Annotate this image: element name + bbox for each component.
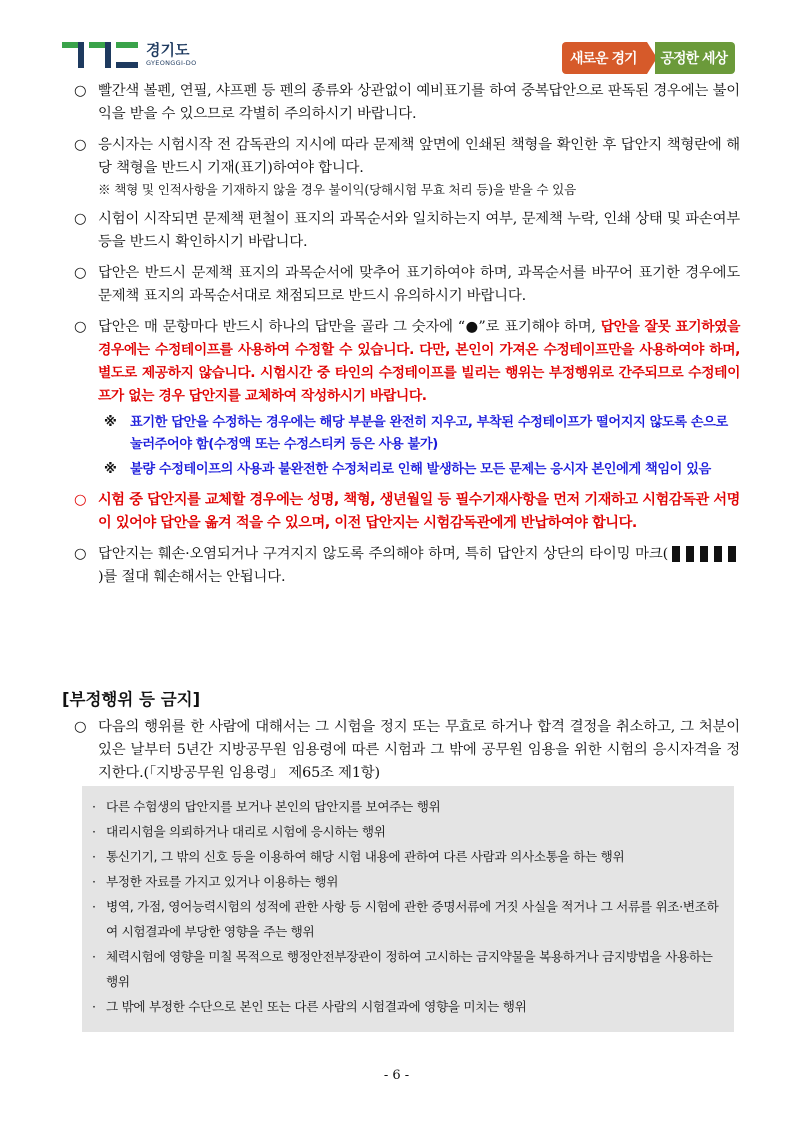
list-item-text: 대리시험을 의뢰하거나 대리로 시험에 응시하는 행위 [106, 824, 386, 839]
dot-icon: · [92, 849, 96, 864]
correction-subnote-2 [104, 459, 740, 481]
dot-icon: · [92, 799, 96, 814]
correction-tape-warning: 답안을 잘못 표기하였을 경우에는 수정테이프를 사용하여 수정할 수 있습니다. 다만, 본인이 가져온 수정테이프만을 사용하여야 하며, 별도로 제공하지 않습니다. 시험시간 중 타인의 수정테이프를 빌리는 행위는 부정행위로 간주되므로 수정테이프가 없는 경우 답안지를 교체하여 작성하시기 바랍니다. [98, 319, 740, 404]
notice-text: 시험이 시작되면 문제책 편철이 표지의 과목순서와 일치하는지 여부, 문제책 누락, 인쇄 상태 및 파손여부 등을 반드시 확인하시기 바랍니다. [98, 211, 740, 250]
notice-text: 응시자는 시험시작 전 감독관의 지시에 따라 문제책 앞면에 인쇄된 책형을 확인한 후 답안지 책형란에 해당 책형을 반드시 기재(표기)하여야 합니다. [98, 137, 740, 176]
notice-item-4 [74, 262, 740, 308]
bullet-circle-icon: ○ [74, 492, 87, 508]
notice-item-7 [74, 543, 740, 589]
list-item [92, 894, 722, 944]
notice-item-6 [74, 489, 740, 535]
bullet-circle-icon: ○ [74, 719, 87, 735]
notice-text: 답안은 매 문항마다 반드시 하나의 답만을 골라 그 숫자에 “●”로 표기해야 하며, [98, 319, 596, 335]
notice-item-3 [74, 208, 740, 254]
notice-item-2 [74, 134, 740, 200]
bullet-circle-icon: ○ [74, 137, 87, 153]
logo-korean-text: 경기도 [146, 41, 190, 60]
dot-icon: · [92, 999, 96, 1014]
note-mark: ※ [104, 462, 117, 477]
notice-note: ※ 책형 및 인적사항을 기재하지 않을 경우 불이익(당해시험 무효 처리 등)을 받을 수 있음 [98, 182, 577, 197]
notice-text: 답안은 반드시 문제책 표지의 과목순서에 맞추어 표기하여야 하며, 과목순서를 바꾸어 표기한 경우에도 문제책 표지의 과목순서대로 채점되므로 반드시 유의하시기 바랍니다. [98, 265, 740, 304]
gyeonggi-logo-mark-icon [62, 40, 140, 70]
page-header [0, 36, 793, 76]
notice-item-1 [74, 80, 740, 126]
dot-icon: · [92, 874, 96, 889]
timing-mark-icon [672, 546, 736, 562]
slogan-left: 새로운 경기 [562, 42, 647, 74]
list-item-text: 병역, 가점, 영어능력시험의 성적에 관한 사항 등 시험에 관한 증명서류에 거짓 사실을 적거나 그 서류를 위조·변조하여 시험결과에 부당한 영향을 주는 행위 [106, 899, 719, 939]
notice-text: 답안지는 훼손·오염되거나 구겨지지 않도록 주의해야 하며, 특히 답안지 상단의 타이밍 마크( [98, 546, 668, 562]
subnote-text: 불량 수정테이프의 사용과 불완전한 수정처리로 인해 발생하는 모든 문제는 응시자 본인에게 책임이 있음 [130, 462, 711, 477]
list-item-text: 그 밖에 부정한 수단으로 본인 또는 다른 사람의 시험결과에 영향을 미치는 행위 [106, 999, 527, 1014]
bullet-circle-icon: ○ [74, 83, 87, 99]
notice-item-8 [74, 716, 740, 785]
slogan-banner [562, 42, 735, 74]
section-title: [부정행위 등 금지] [62, 690, 201, 709]
correction-subnote-1 [104, 412, 740, 456]
list-item-text: 다른 수험생의 답안지를 보거나 본인의 답안지를 보여주는 행위 [106, 799, 441, 814]
answer-sheet-replace-warning: 시험 중 답안지를 교체할 경우에는 성명, 책형, 생년월일 등 필수기재사항을 먼저 기재하고 시험감독관 서명이 있어야 답안을 옮겨 적을 수 있으며, 이전 답안지는 시험감독관에게 반납하여야 합니다. [98, 492, 740, 531]
slogan-right: 공정한 세상 [655, 42, 736, 74]
notice-item-5 [74, 316, 740, 408]
note-mark: ※ [104, 415, 117, 430]
logo-english-text: GYEONGGI-DO [146, 59, 197, 68]
subnote-text: 표기한 답안을 수정하는 경우에는 해당 부분을 완전히 지우고, 부착된 수정테이프가 떨어지지 않도록 손으로 눌러주어야 함(수정액 또는 수정스티커 등은 사용 불가) [130, 415, 728, 452]
list-item [92, 819, 722, 844]
bullet-circle-icon: ○ [74, 211, 87, 227]
bullet-circle-icon: ○ [74, 265, 87, 281]
dot-icon: · [92, 899, 96, 914]
list-item-text: 통신기기, 그 밖의 신호 등을 이용하여 해당 시험 내용에 관하여 다른 사람과 의사소통을 하는 행위 [106, 849, 625, 864]
list-item [92, 944, 722, 994]
prohibition-notice [74, 716, 740, 793]
list-item-text: 체력시험에 영향을 미칠 목적으로 행정안전부장관이 정하여 고시하는 금지약물을 복용하거나 금지방법을 사용하는 행위 [106, 949, 713, 989]
list-item [92, 994, 722, 1019]
page-number: - 6 - [383, 1068, 410, 1083]
gyeonggi-logo [62, 40, 197, 70]
dot-icon: · [92, 949, 96, 964]
notice-text: )를 절대 훼손해서는 안됩니다. [98, 569, 286, 585]
prohibited-acts-box [82, 786, 734, 1032]
list-item-text: 부정한 자료를 가지고 있거나 이용하는 행위 [106, 874, 339, 889]
notice-list [74, 80, 740, 597]
list-item [92, 869, 722, 894]
notice-text: 다음의 행위를 한 사람에 대해서는 그 시험을 정지 또는 무효로 하거나 합격 결정을 취소하고, 그 처분이 있은 날부터 5년간 지방공무원 임용령에 따른 시험과 그 밖에 공무원 임용을 위한 시험의 응시자격을 정지한다.(「지방공무원 임용령」 제65조 제1항) [98, 719, 740, 781]
dot-icon: · [92, 824, 96, 839]
notice-text: 빨간색 볼펜, 연필, 샤프펜 등 펜의 종류와 상관없이 예비표기를 하여 중복답안으로 판독된 경우에는 불이익을 받을 수 있으므로 각별히 주의하시기 바랍니다. [98, 83, 740, 122]
bullet-circle-icon: ○ [74, 319, 87, 335]
list-item [92, 844, 722, 869]
list-item [92, 794, 722, 819]
bullet-circle-icon: ○ [74, 546, 87, 562]
